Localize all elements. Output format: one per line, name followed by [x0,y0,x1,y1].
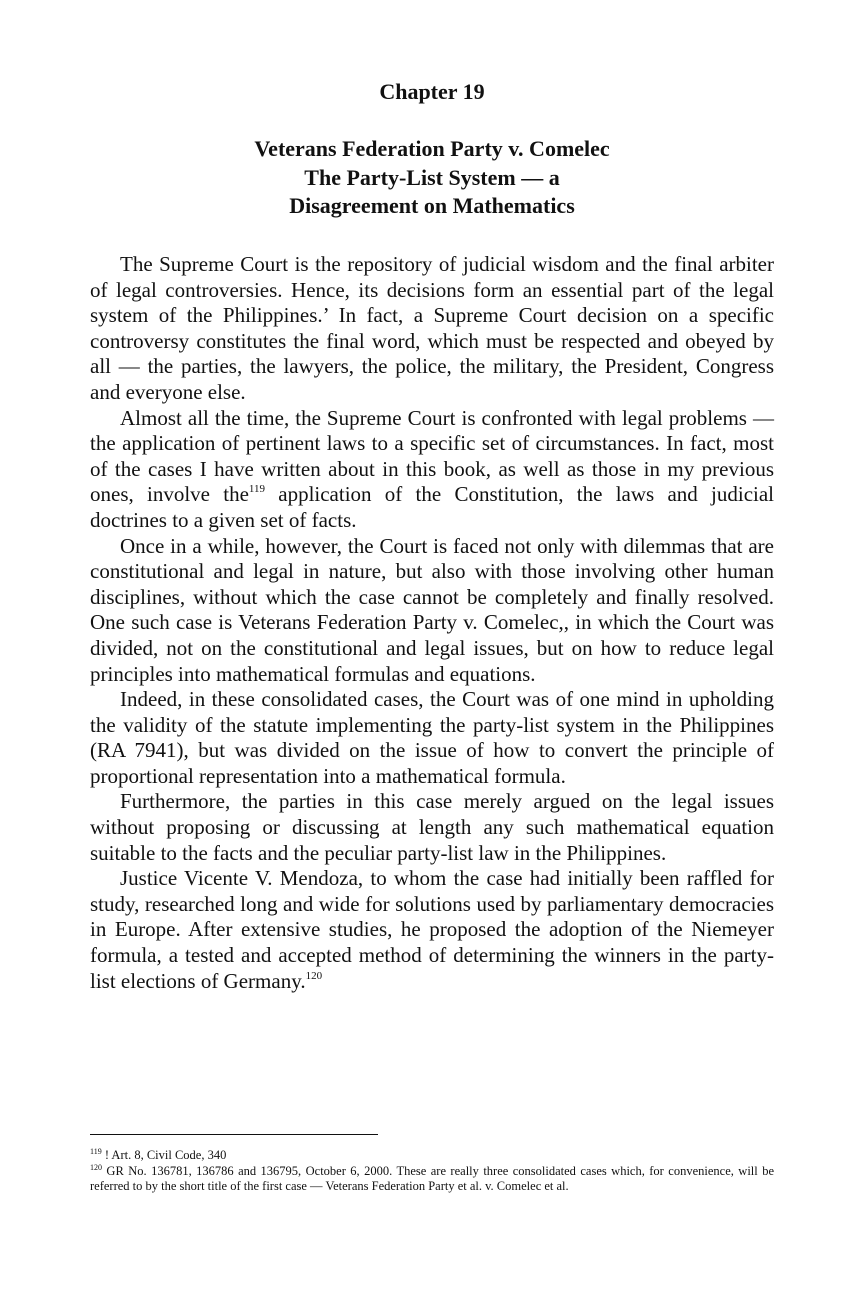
page [90,0,774,1296]
chapter-title [90,135,774,221]
footnote-ref[interactable]: 119 [248,483,265,496]
title-line: Veterans Federation Party v. Comelec [254,136,610,161]
paragraph: Once in a while, however, the Court is faced not only with dilemmas that are constitutional and legal in nature, but also with those involving other human disciplines, without which the case cannot be completely and finally resolved. One such case is Veterans Federation Party v. Comelec,, in which the Court was divided, not on the constitutional and legal issues, but on how to reduce legal principles into mathematical formulas and equations. [90,533,774,686]
paragraph: The Supreme Court is the repository of judicial wisdom and the final arbiter of legal controversies. Hence, its decisions form an essential part of the legal system of the Philippines.’ In fact, a Supreme Court decision on a specific controversy constitutes the final word, which must be respected and obeyed by all — the parties, the lawyers, the police, the military, the President, Congress and everyone else. [90,252,774,404]
footnote: $^{120}$ GR No. 136781, 136786 and 136795, October 6, 2000. These are really three consolidated cases which, for convenience, will be referred to by the short title of the first case — Veterans Federation Party et al. v. Comelec et al. [90,1162,774,1193]
body-text [90,252,774,994]
footnote: $^{119}$ ! Art. 8, Civil Code, 340 [90,1147,227,1162]
footnote-number: 120 [90,1162,102,1172]
title-line: Disagreement on Mathematics [289,193,575,218]
footnote-number: 119 [90,1147,102,1156]
footnote-divider [90,1134,378,1135]
title-line: The Party-List System — a [304,164,560,190]
footnote-ref[interactable]: 120 [305,969,323,982]
footnotes [90,1148,774,1195]
paragraph: Almost all the time, the Supreme Court is confronted with legal problems — the application of pertinent laws to a specific set of circumstances. In fact, most of the cases I have written about in this book, as well as those in my previous ones, involve the$^{119}$ application of the Constitution, the laws and judicial doctrines to a given set of facts. [90,405,775,532]
paragraph: Indeed, in these consolidated cases, the Court was of one mind in upholding the validity of the statute implementing the party-list system in the Philippines (RA 7941), but was divided on the issue of how to convert the principle of proportional representation into a mathematical formula. [90,687,774,788]
paragraph: Furthermore, the parties in this case merely argued on the legal issues without proposing or discussing at length any such mathematical equation suitable to the facts and the peculiar party-list law in the Philippines. [90,789,774,865]
chapter-heading: Chapter 19 [379,79,485,104]
paragraph: Justice Vicente V. Mendoza, to whom the case had initially been raffled for study, researched long and wide for solutions used by parliamentary democracies in Europe. After extensive studies, he proposed the adoption of the Niemeyer formula, a tested and accepted method of determining the winners in the party-list elections of Germany.$^{120}$ [90,866,774,993]
